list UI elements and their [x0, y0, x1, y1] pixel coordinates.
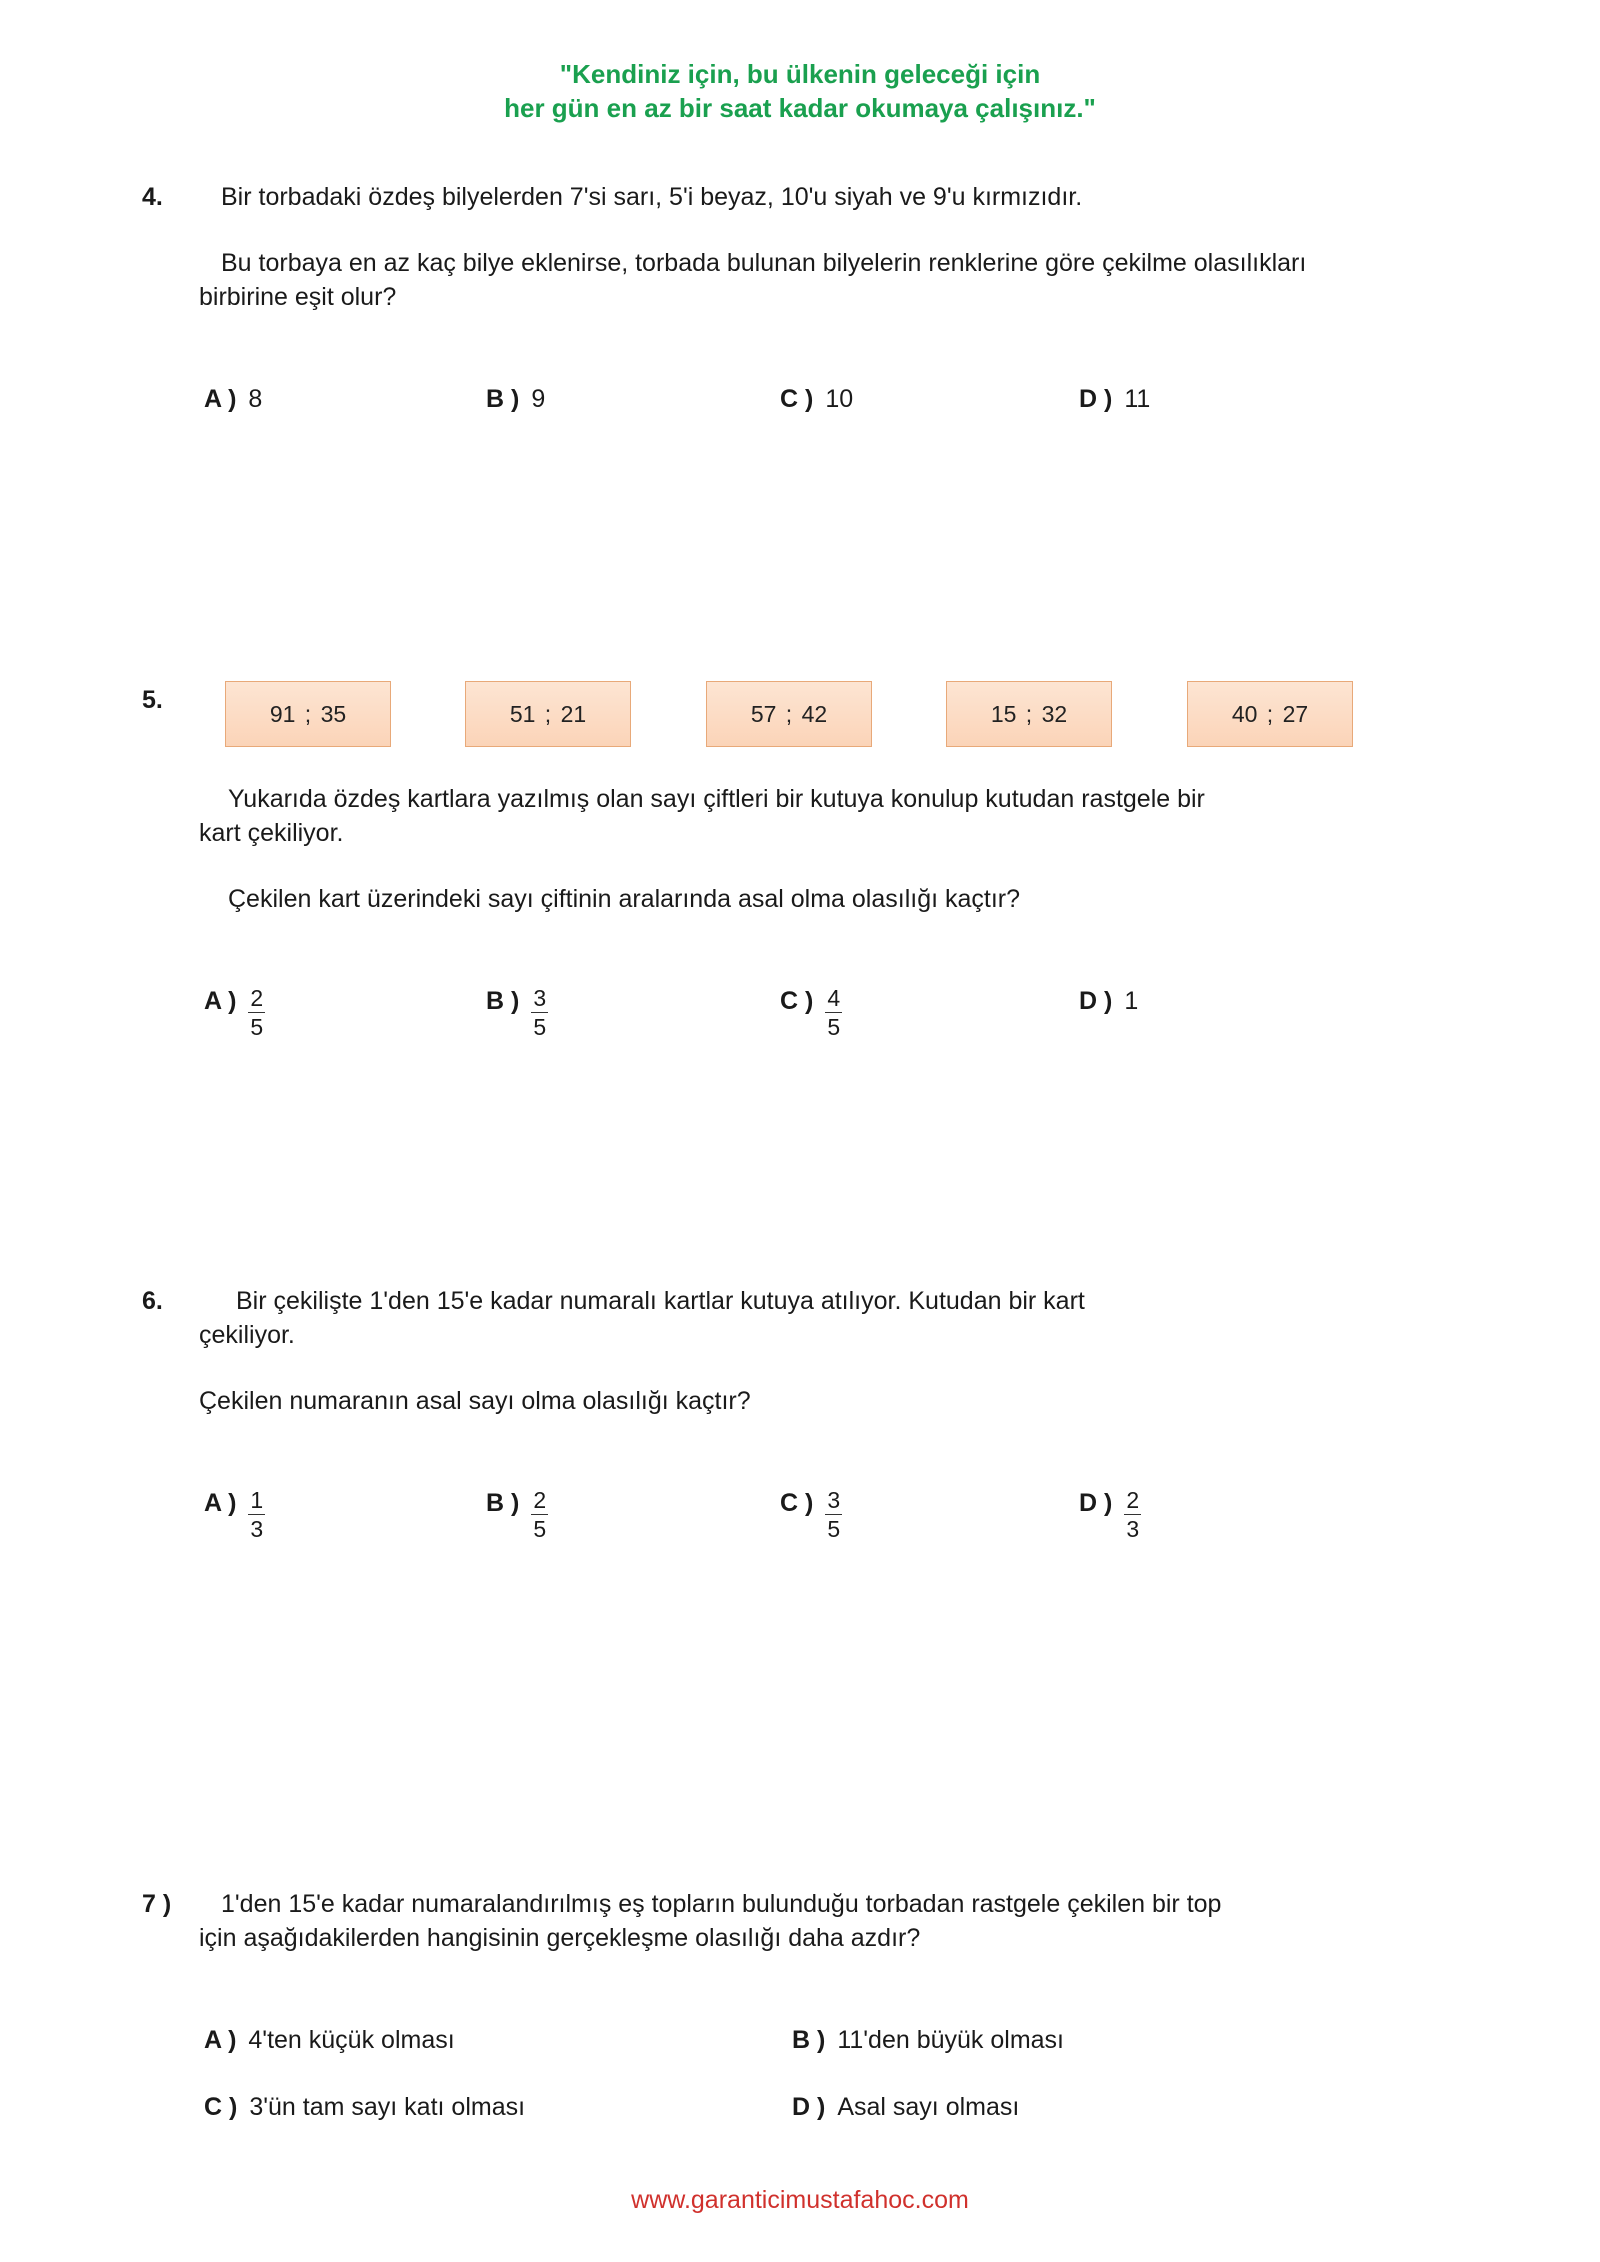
option-d[interactable]	[1079, 984, 1138, 1018]
option-value: Asal sayı olması	[837, 2093, 1020, 2121]
question-number: 5.	[142, 686, 163, 714]
question-text-line: çekiliyor.	[199, 1321, 295, 1349]
option-c[interactable]	[780, 1486, 842, 1543]
option-letter: C )	[204, 2093, 238, 2121]
fraction	[531, 1486, 548, 1543]
option-letter: D )	[1079, 1489, 1113, 1517]
option-a[interactable]	[204, 382, 262, 416]
number-card: 15 ; 32	[946, 681, 1112, 747]
denominator: 5	[827, 1516, 841, 1542]
option-b[interactable]	[486, 1486, 548, 1543]
option-value: 9	[531, 385, 546, 413]
option-letter: A )	[204, 987, 237, 1015]
question-text-line: kart çekiliyor.	[199, 819, 344, 847]
numerator: 2	[533, 1487, 547, 1513]
denominator: 5	[827, 1014, 841, 1040]
option-letter: D )	[1079, 987, 1113, 1015]
number-card: 40 ; 27	[1187, 681, 1353, 747]
option-a[interactable]	[204, 1486, 265, 1543]
option-value: 1	[1124, 987, 1139, 1015]
option-letter: A )	[204, 385, 237, 413]
fraction	[825, 1486, 842, 1543]
option-value: 3'ün tam sayı katı olması	[249, 2093, 526, 2121]
question-text-line: Bir torbadaki özdeş bilyelerden 7'si sarı, 5'i beyaz, 10'u siyah ve 9'u kırmızıdır.	[221, 183, 1083, 211]
option-b[interactable]	[792, 2023, 1064, 2057]
option-letter: C )	[780, 385, 814, 413]
option-letter: A )	[204, 2026, 237, 2054]
question-text-line: Bir çekilişte 1'den 15'e kadar numaralı kartlar kutuya atılıyor. Kutudan bir kart	[236, 1287, 1085, 1315]
option-a[interactable]	[204, 2023, 455, 2057]
option-letter: B )	[486, 1489, 520, 1517]
option-value: 11'den büyük olması	[837, 2026, 1065, 2054]
option-a[interactable]	[204, 984, 265, 1041]
option-letter: A )	[204, 1489, 237, 1517]
option-d[interactable]	[1079, 382, 1150, 416]
motto-line-2: her gün en az bir saat kadar okumaya çalışınız."	[504, 93, 1096, 123]
question-text-line: Bu torbaya en az kaç bilye eklenirse, torbada bulunan bilyelerin renklerine göre çekilme olasılıkları	[221, 249, 1307, 277]
motto-line-1: "Kendiniz için, bu ülkenin geleceği için	[559, 59, 1041, 89]
denominator: 3	[250, 1516, 264, 1542]
option-b[interactable]	[486, 984, 548, 1041]
option-letter: D )	[1079, 385, 1113, 413]
fraction	[248, 984, 265, 1041]
denominator: 5	[533, 1014, 547, 1040]
option-value: 11	[1124, 385, 1151, 413]
question-number: 4.	[142, 183, 163, 211]
question-text-line: için aşağıdakilerden hangisinin gerçekleşme olasılığı daha azdır?	[199, 1924, 921, 1952]
option-value: 4'ten küçük olması	[248, 2026, 455, 2054]
option-d[interactable]	[792, 2090, 1019, 2124]
question-text-line: birbirine eşit olur?	[199, 283, 397, 311]
number-card: 51 ; 21	[465, 681, 631, 747]
option-b[interactable]	[486, 382, 545, 416]
question-text-line: 1'den 15'e kadar numaralandırılmış eş topların bulunduğu torbadan rastgele çekilen bir top	[221, 1890, 1222, 1918]
question-text-line: Çekilen kart üzerindeki sayı çiftinin aralarında asal olma olasılığı kaçtır?	[228, 885, 1021, 913]
fraction	[825, 984, 842, 1041]
footer-website-link[interactable]: www.garanticimustafahoc.com	[631, 2186, 969, 2214]
question-number: 7 )	[142, 1890, 172, 1918]
option-letter: B )	[792, 2026, 826, 2054]
denominator: 3	[1126, 1516, 1140, 1542]
denominator: 5	[533, 1516, 547, 1542]
numerator: 3	[827, 1487, 841, 1513]
denominator: 5	[250, 1014, 264, 1040]
question-text-line: Yukarıda özdeş kartlara yazılmış olan sayı çiftleri bir kutuya konulup kutudan rastgele bir	[228, 785, 1205, 813]
option-letter: B )	[486, 385, 520, 413]
number-card: 57 ; 42	[706, 681, 872, 747]
numerator: 4	[827, 985, 841, 1011]
numerator: 3	[533, 985, 547, 1011]
option-letter: D )	[792, 2093, 826, 2121]
option-c[interactable]	[780, 382, 853, 416]
numerator: 2	[250, 985, 264, 1011]
option-letter: B )	[486, 987, 520, 1015]
numerator: 2	[1126, 1487, 1140, 1513]
fraction	[1124, 1486, 1141, 1543]
fraction	[531, 984, 548, 1041]
option-d[interactable]	[1079, 1486, 1141, 1543]
option-value: 10	[825, 385, 854, 413]
numerator: 1	[250, 1487, 264, 1513]
question-number: 6.	[142, 1287, 163, 1315]
fraction	[248, 1486, 265, 1543]
option-c[interactable]	[780, 984, 842, 1041]
question-text-line: Çekilen numaranın asal sayı olma olasılığı kaçtır?	[199, 1387, 751, 1415]
option-c[interactable]	[204, 2090, 525, 2124]
option-value: 8	[248, 385, 263, 413]
number-card: 91 ; 35	[225, 681, 391, 747]
option-letter: C )	[780, 987, 814, 1015]
option-letter: C )	[780, 1489, 814, 1517]
